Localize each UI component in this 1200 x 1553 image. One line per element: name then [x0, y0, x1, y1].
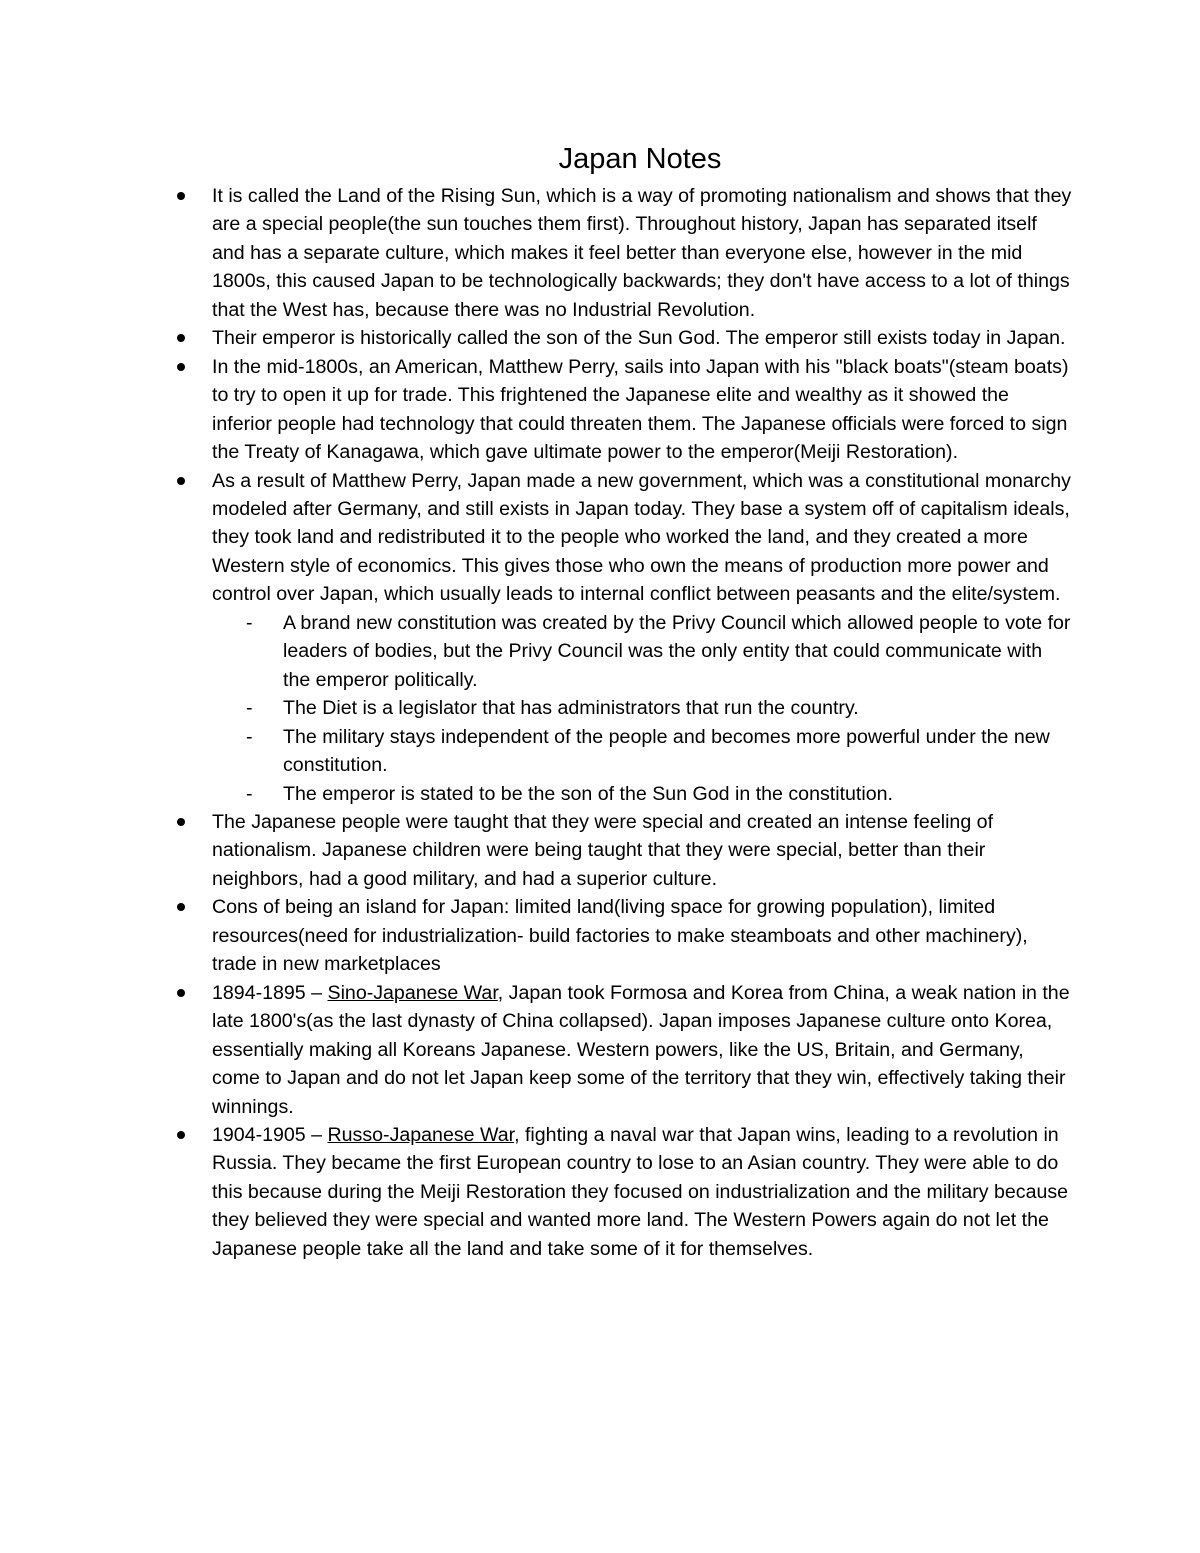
list-item-text: , fighting a naval war that Japan wins, leading to a revolution in Russia. They became the first European country to lose to an Asian country. They were able to do this because during the Meiji Restoration they focused on industrialization and the military because they believed they were special and wanted more land. The Western Powers again do not let the Japanese people take all the land and take some of it for themselves.: [212, 1123, 1069, 1260]
page-title: Japan Notes: [558, 143, 722, 175]
sub-list-item-text: A brand new constitution was created by the Privy Council which allowed people to vote for leaders of bodies, but the Privy Council was the only entity that could communicate with the emperor politically.: [283, 611, 1071, 691]
date-range: 1904-1905 –: [212, 1123, 328, 1146]
dash-icon: -: [246, 782, 253, 805]
notes-list: [212, 182, 1072, 1263]
list-item-text: The Japanese people were taught that they were special and created an intense feeling of nationalism. Japanese children were being taught that they were special, better than their neighbors, had a good military, and had a superior culture.: [212, 810, 994, 890]
bullet-icon: [177, 334, 185, 342]
sub-list-item: [246, 723, 1072, 780]
list-item: [212, 979, 1072, 1121]
list-item: [212, 893, 1072, 978]
bullet-icon: [177, 903, 185, 911]
list-item: [212, 324, 1072, 352]
bullet-icon: [177, 1131, 185, 1139]
dash-icon: -: [246, 725, 253, 748]
dash-icon: -: [246, 611, 253, 634]
list-item: [212, 467, 1072, 808]
sub-list-item: [246, 609, 1072, 694]
sub-list-item-text: The military stays independent of the people and becomes more powerful under the new constitution.: [283, 725, 1050, 777]
bullet-icon: [177, 477, 185, 485]
sub-list: [212, 609, 1072, 808]
list-item-text: Cons of being an island for Japan: limited land(living space for growing population), limited resources(need for industrialization- build factories to make steamboats and other machinery), trade in new marketplaces: [212, 896, 1028, 976]
list-item: [212, 182, 1072, 324]
list-item-text: It is called the Land of the Rising Sun, which is a way of promoting nationalism and shows that they are a special people(the sun touches them first). Throughout history, Japan has separated itself and has a separate culture, which makes it feel better than everyone else, however in the mid 1800s, this caused Japan to be technologically backwards; they don't have access to a lot of things that the West has, because there was no Industrial Revolution.: [212, 185, 1072, 321]
bullet-icon: [177, 363, 185, 371]
list-item-text: In the mid-1800s, an American, Matthew Perry, sails into Japan with his "black boats"(steam boats) to try to open it up for trade. This frightened the Japanese elite and wealthy as it showed the inferior people had technology that could threaten them. The Japanese officials were forced to sign the Treaty of Kanagawa, which gave ultimate power to the emperor(Meiji Restoration).: [212, 355, 1069, 464]
bullet-icon: [177, 818, 185, 826]
sub-list-item-text: The emperor is stated to be the son of the Sun God in the constitution.: [283, 782, 893, 805]
date-range: 1894-1895 –: [212, 981, 328, 1004]
sub-list-item-text: The Diet is a legislator that has administrators that run the country.: [283, 697, 859, 720]
dash-icon: -: [246, 697, 253, 720]
list-item-text: , Japan took Formosa and Korea from China, a weak nation in the late 1800's(as the last dynasty of China collapsed). Japan imposes Japanese culture onto Korea, essentially making all Koreans Japanese. Western powers, like the US, Britain, and Germany, come to Japan and do not let Japan keep some of the territory that they win, effectively taking their winnings.: [212, 981, 1070, 1118]
list-item: [212, 353, 1072, 467]
list-item: [212, 1121, 1072, 1263]
list-item-text: As a result of Matthew Perry, Japan made a new government, which was a constitutional monarchy modeled after Germany, and still exists in Japan today. They base a system off of capitalism ideals, they took land and redistributed it to the people who worked the land, and they created a more Western style of economics. This gives those who own the means of production more power and control over Japan, which usually leads to internal conflict between peasants and the elite/system.: [212, 469, 1071, 606]
list-item: [212, 808, 1072, 893]
bullet-icon: [177, 192, 185, 200]
russo-japanese-war-link[interactable]: Russo-Japanese War: [327, 1123, 515, 1146]
bullet-icon: [177, 989, 185, 997]
sino-japanese-war-link[interactable]: Sino-Japanese War: [327, 981, 498, 1004]
list-item-text: Their emperor is historically called the son of the Sun God. The emperor still exists today in Japan.: [212, 327, 1066, 350]
sub-list-item: [246, 780, 1072, 808]
sub-list-item: [246, 694, 1072, 722]
